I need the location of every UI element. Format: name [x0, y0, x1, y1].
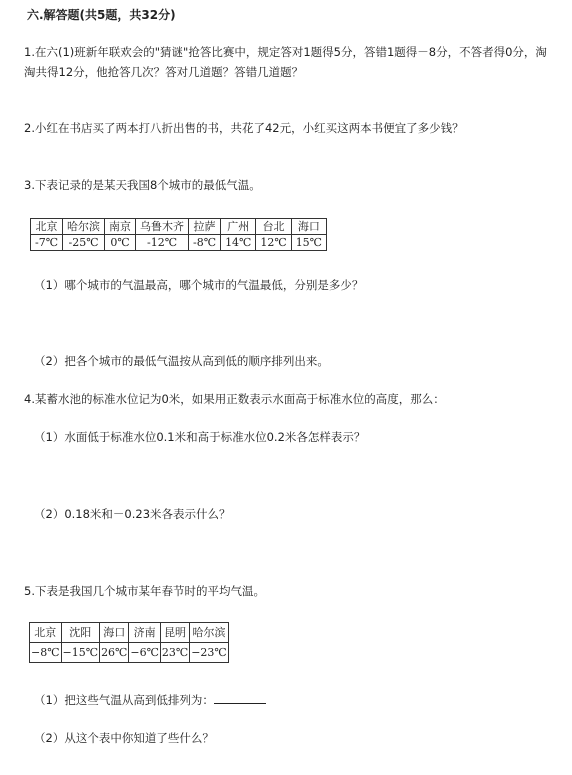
table-cell: 14℃: [221, 235, 256, 251]
table-cell: 12℃: [256, 235, 291, 251]
table-cell: −8℃: [30, 643, 62, 663]
table-cell: 23℃: [160, 643, 189, 663]
table-cell: 北京: [31, 219, 63, 235]
question-1-line-2: 淘共得12分，他抢答几次？答对几道题？答错几道题？: [24, 65, 304, 79]
table-cell: 昆明: [160, 623, 189, 643]
question-4-sub-2: （2）0.18米和－0.23米各表示什么？: [34, 507, 231, 521]
table-row-temps: [31, 235, 327, 251]
table-cell: 15℃: [291, 235, 326, 251]
table-cell: 济南: [129, 623, 161, 643]
question-5-sub-1: [34, 691, 266, 708]
table-cell: -7℃: [31, 235, 63, 251]
question-5-sub-2: （2）从这个表中你知道了些什么？: [34, 731, 214, 745]
table-cell: 沈阳: [61, 623, 100, 643]
table-cell: 拉萨: [189, 219, 221, 235]
table-cell: -12℃: [136, 235, 189, 251]
answer-blank[interactable]: [214, 691, 266, 704]
question-4-sub-1: （1）水面低于标准水位0.1米和高于标准水位0.2米各怎样表示？: [34, 430, 366, 444]
question-5-sub-1-text: （1）把这些气温从高到低排列为：: [34, 693, 214, 707]
section-heading: 六.解答题(共5题，共32分): [27, 8, 176, 22]
table-cell: −15℃: [61, 643, 100, 663]
table-cell: 0℃: [105, 235, 136, 251]
table-cell: 乌鲁木齐: [136, 219, 189, 235]
table-cell: −6℃: [129, 643, 161, 663]
table-cell: 南京: [105, 219, 136, 235]
table-cell: 广州: [221, 219, 256, 235]
table-cell: -25℃: [63, 235, 105, 251]
table-cell: 哈尔滨: [63, 219, 105, 235]
table-cell: 26℃: [100, 643, 129, 663]
table-cell: 海口: [291, 219, 326, 235]
table-row-temps: [30, 643, 229, 663]
city-low-temperature-table: [30, 218, 327, 251]
table-cell: 哈尔滨: [190, 623, 229, 643]
table-cell: −23℃: [190, 643, 229, 663]
table-cell: 台北: [256, 219, 291, 235]
question-4-intro: 4.某蓄水池的标准水位记为0米，如果用正数表示水面高于标准水位的高度，那么：: [24, 392, 445, 406]
question-5-intro: 5.下表是我国几个城市某年春节时的平均气温。: [24, 584, 265, 598]
question-3-intro: 3.下表记录的是某天我国8个城市的最低气温。: [24, 178, 261, 192]
table-cell: -8℃: [189, 235, 221, 251]
table-row-cities: [31, 219, 327, 235]
table-cell: 北京: [30, 623, 62, 643]
question-3-sub-1: （1）哪个城市的气温最高，哪个城市的气温最低，分别是多少？: [34, 278, 364, 292]
question-1-line-1: 1.在六(1)班新年联欢会的"猜谜"抢答比赛中，规定答对1题得5分，答错1题得－8分，不答者得0分，淘: [24, 45, 547, 59]
table-row-cities: [30, 623, 229, 643]
city-spring-festival-temperature-table: [29, 622, 229, 663]
question-2: 2.小红在书店买了两本打八折出售的书，共花了42元，小红买这两本书便宜了多少钱？: [24, 121, 464, 135]
table-cell: 海口: [100, 623, 129, 643]
question-3-sub-2: （2）把各个城市的最低气温按从高到低的顺序排列出来。: [34, 354, 329, 368]
